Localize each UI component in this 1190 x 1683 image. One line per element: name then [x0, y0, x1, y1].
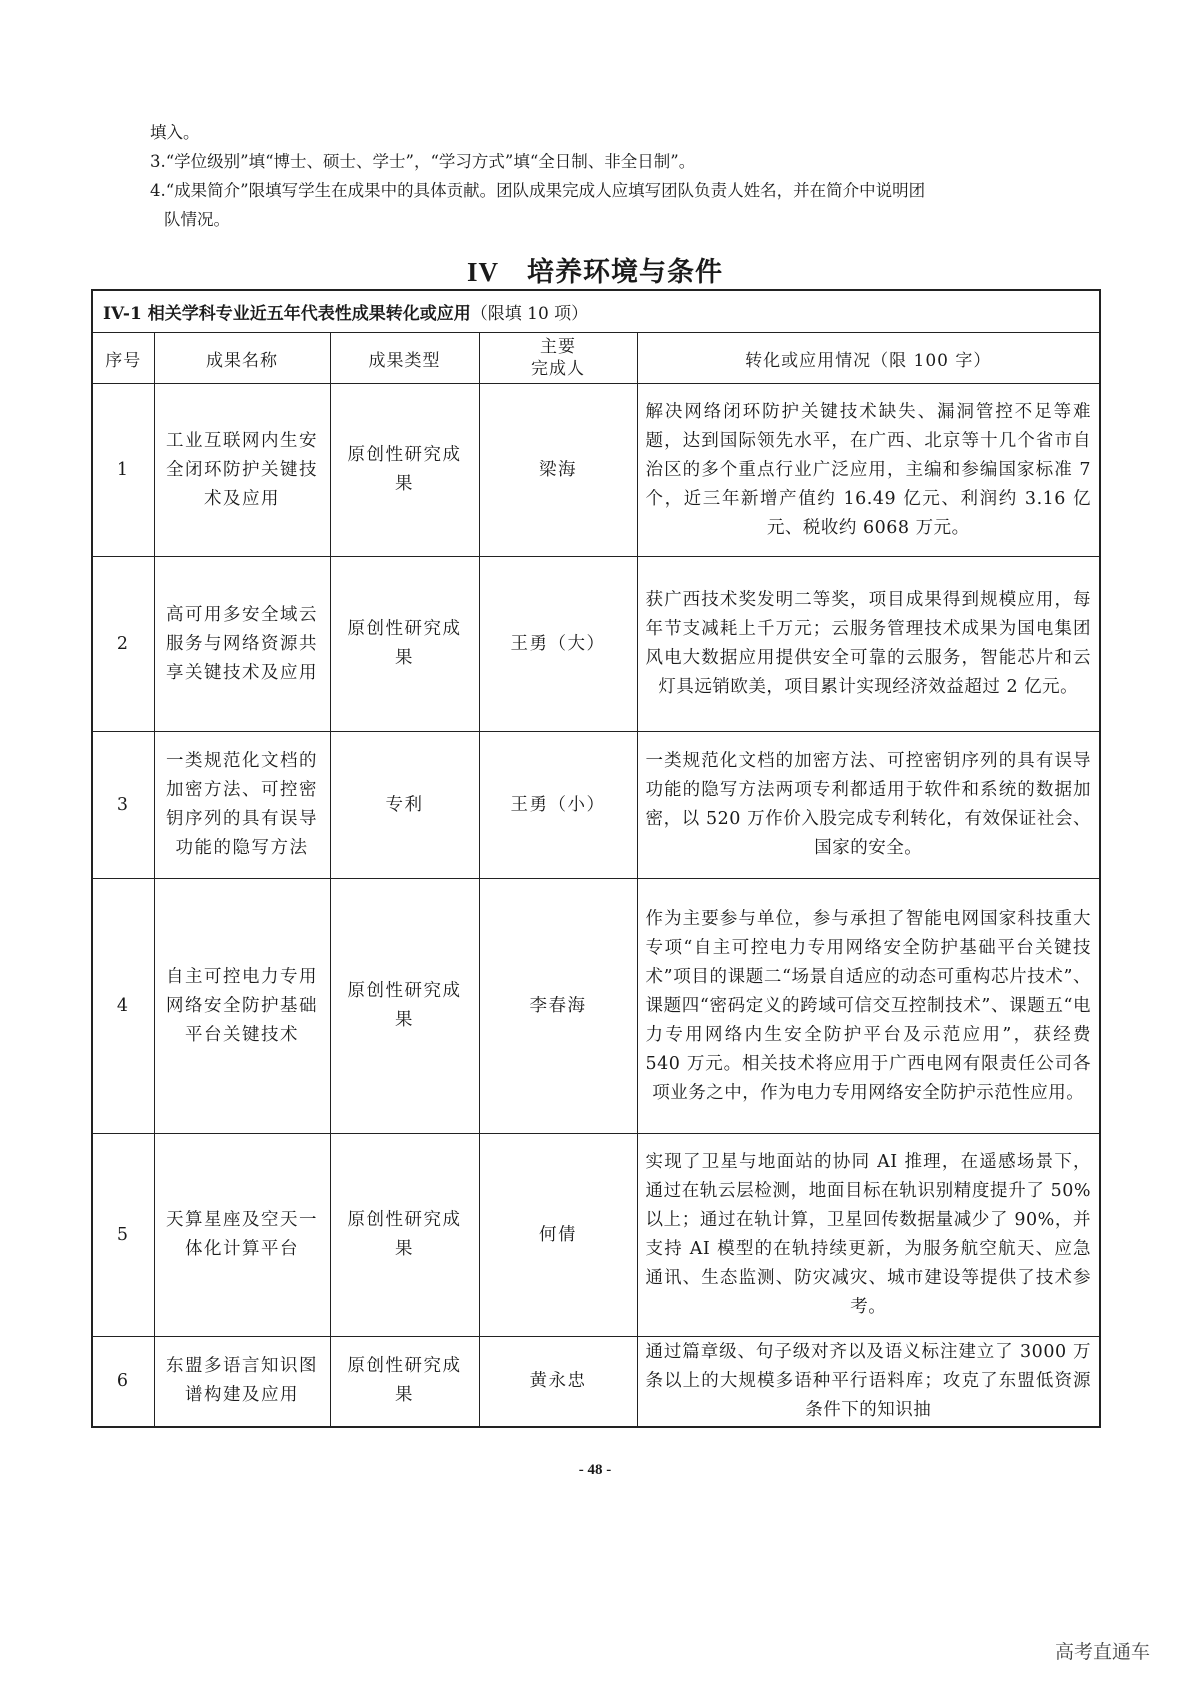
cell-desc: 作为主要参与单位，参与承担了智能电网国家科技重大专项“自主可控电力专用网络安全防护基础平台关键技术”项目的课题二“场景自适应的动态可重构芯片技术”、课题四“密码定义的跨域可信交互控制技术”、课题五“电力专用网络内生安全防护平台及示范应用”，获经费 540 万元。相关技术将应用于广西电网有限责任公司各项业务之中，作为电力专用网络安全防护示范性应用。	[637, 879, 1100, 1134]
cell-person: 梁海	[479, 384, 637, 557]
table-title	[92, 290, 1100, 333]
table-title-note: （限填 10 项）	[470, 304, 589, 324]
cell-desc: 解决网络闭环防护关键技术缺失、漏洞管控不足等难题，达到国际领先水平，在广西、北京等十几个省市自治区的多个重点行业广泛应用，主编和参编国家标准 7 个，近三年新增产值约 16.49 亿元、利润约 3.16 亿元、税收约 6068 万元。	[637, 384, 1100, 557]
header-person-line2: 完成人	[531, 359, 585, 379]
header-person-line1: 主要	[540, 337, 576, 357]
page-number: - 48 -	[578, 1462, 612, 1478]
note-line: 3.“学位级别”填“博士、硕士、学士”，“学习方式”填“全日制、非全日制”。	[150, 152, 696, 171]
section-heading	[0, 250, 1190, 289]
cell-name: 一类规范化文档的加密方法、可控密钥序列的具有误导功能的隐写方法	[154, 732, 330, 879]
table-row	[92, 1134, 1100, 1337]
cell-no: 1	[92, 384, 154, 557]
cell-name: 天算星座及空天一体化计算平台	[154, 1134, 330, 1337]
table-row	[92, 557, 1100, 732]
table-row	[92, 1337, 1100, 1427]
table-header-row	[92, 333, 1100, 384]
cell-person: 李春海	[479, 879, 637, 1134]
cell-person: 何倩	[479, 1134, 637, 1337]
notes-block	[150, 118, 1050, 234]
section-number: IV	[466, 257, 499, 287]
table-row	[92, 879, 1100, 1134]
header-person	[479, 333, 637, 384]
cell-person: 黄永忠	[479, 1337, 637, 1427]
cell-desc: 通过篇章级、句子级对齐以及语义标注建立了 3000 万条以上的大规模多语种平行语料库；攻克了东盟低资源条件下的知识抽	[637, 1337, 1100, 1427]
table-title-main: IV-1 相关学科专业近五年代表性成果转化或应用	[103, 304, 471, 324]
table-row	[92, 732, 1100, 879]
cell-name: 工业互联网内生安全闭环防护关键技术及应用	[154, 384, 330, 557]
note-line: 4.“成果简介”限填写学生在成果中的具体贡献。团队成果完成人应填写团队负责人姓名，并在简介中说明团	[150, 181, 926, 200]
cell-no: 3	[92, 732, 154, 879]
table-row	[92, 384, 1100, 557]
cell-desc: 一类规范化文档的加密方法、可控密钥序列的具有误导功能的隐写方法两项专利都适用于软件和系统的数据加密，以 520 万作价入股完成专利转化，有效保证社会、国家的安全。	[637, 732, 1100, 879]
cell-type: 原创性研究成果	[330, 1337, 479, 1427]
cell-desc: 获广西技术奖发明二等奖，项目成果得到规模应用，每年节支减耗上千万元；云服务管理技术成果为国电集团风电大数据应用提供安全可靠的云服务，智能芯片和云灯具远销欧美，项目累计实现经济效益超过 2 亿元。	[637, 557, 1100, 732]
cell-no: 2	[92, 557, 154, 732]
cell-name: 自主可控电力专用网络安全防护基础平台关键技术	[154, 879, 330, 1134]
section-title: 培养环境与条件	[527, 257, 723, 288]
cell-type: 原创性研究成果	[330, 384, 479, 557]
cell-no: 4	[92, 879, 154, 1134]
cell-person: 王勇（大）	[479, 557, 637, 732]
achievements-table	[91, 289, 1101, 1428]
cell-no: 5	[92, 1134, 154, 1337]
watermark: 高考直通车	[1054, 1641, 1150, 1663]
cell-desc: 实现了卫星与地面站的协同 AI 推理，在遥感场景下，通过在轨云层检测，地面目标在轨识别精度提升了 50%以上；通过在轨计算，卫星回传数据量减少了 90%，并支持 AI 模型的在轨持续更新，为服务航空航天、应急通讯、生态监测、防灾减灾、城市建设等提供了技术参考。	[637, 1134, 1100, 1337]
cell-name: 高可用多安全域云服务与网络资源共享关键技术及应用	[154, 557, 330, 732]
cell-name: 东盟多语言知识图谱构建及应用	[154, 1337, 330, 1427]
header-name: 成果名称	[154, 333, 330, 384]
cell-type: 原创性研究成果	[330, 557, 479, 732]
note-line: 队情况。	[164, 210, 230, 229]
note-line: 填入。	[150, 123, 200, 142]
cell-type: 原创性研究成果	[330, 1134, 479, 1337]
cell-person: 王勇（小）	[479, 732, 637, 879]
header-type: 成果类型	[330, 333, 479, 384]
cell-type: 专利	[330, 732, 479, 879]
cell-no: 6	[92, 1337, 154, 1427]
header-no: 序号	[92, 333, 154, 384]
header-desc: 转化或应用情况（限 100 字）	[637, 333, 1100, 384]
cell-type: 原创性研究成果	[330, 879, 479, 1134]
